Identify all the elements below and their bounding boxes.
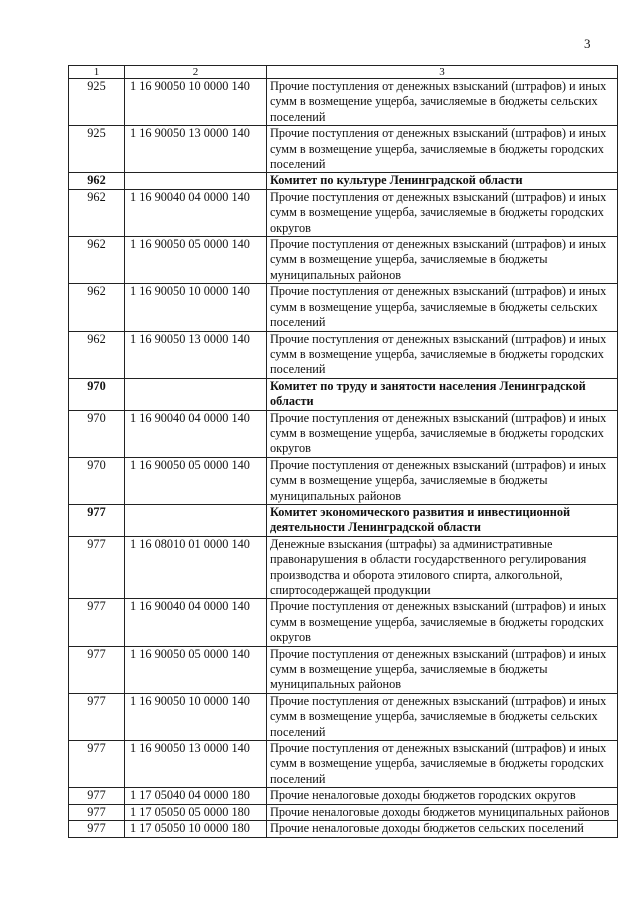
admin-code-cell: 970 xyxy=(69,410,125,457)
description-cell: Комитет экономического развития и инвестиционной деятельности Ленинградской области xyxy=(267,504,618,536)
revenue-code-cell: 1 16 90050 13 0000 140 xyxy=(125,741,267,788)
table-row xyxy=(69,536,618,599)
admin-code-cell: 970 xyxy=(69,457,125,504)
description-cell: Прочие поступления от денежных взысканий (штрафов) и иных сумм в возмещение ущерба, зачисляемые в бюджеты муниципальных районов xyxy=(267,646,618,693)
table-row xyxy=(69,457,618,504)
description-cell: Денежные взыскания (штрафы) за административные правонарушения в области государственного регулирования производства и оборота этилового спирта, алкогольной, спиртосодержащей продукции xyxy=(267,536,618,599)
table-row xyxy=(69,788,618,804)
revenue-code-cell: 1 17 05050 05 0000 180 xyxy=(125,804,267,820)
header-col-1: 1 xyxy=(69,66,125,79)
revenue-code-cell: 1 16 90040 04 0000 140 xyxy=(125,410,267,457)
revenue-code-cell: 1 17 05040 04 0000 180 xyxy=(125,788,267,804)
table-header-row xyxy=(69,66,618,79)
revenue-code-cell: 1 16 90050 05 0000 140 xyxy=(125,237,267,284)
admin-code-cell: 977 xyxy=(69,741,125,788)
revenue-code-cell: 1 16 90050 10 0000 140 xyxy=(125,693,267,740)
admin-code-cell: 962 xyxy=(69,189,125,236)
description-cell: Прочие поступления от денежных взысканий (штрафов) и иных сумм в возмещение ущерба, зачисляемые в бюджеты городских округов xyxy=(267,410,618,457)
description-cell: Прочие поступления от денежных взысканий (штрафов) и иных сумм в возмещение ущерба, зачисляемые в бюджеты городских поселений xyxy=(267,126,618,173)
description-cell: Комитет по культуре Ленинградской области xyxy=(267,173,618,189)
description-cell: Прочие поступления от денежных взысканий (штрафов) и иных сумм в возмещение ущерба, зачисляемые в бюджеты муниципальных районов xyxy=(267,457,618,504)
admin-code-cell: 977 xyxy=(69,821,125,837)
table-row xyxy=(69,284,618,331)
table-row xyxy=(69,821,618,837)
description-cell: Прочие поступления от денежных взысканий (штрафов) и иных сумм в возмещение ущерба, зачисляемые в бюджеты муниципальных районов xyxy=(267,237,618,284)
admin-code-cell: 977 xyxy=(69,504,125,536)
revenue-code-cell: 1 16 90040 04 0000 140 xyxy=(125,189,267,236)
admin-code-cell: 977 xyxy=(69,536,125,599)
header-col-3: 3 xyxy=(267,66,618,79)
admin-code-cell: 962 xyxy=(69,331,125,378)
table-row xyxy=(69,646,618,693)
table-group-row xyxy=(69,504,618,536)
admin-code-cell: 962 xyxy=(69,237,125,284)
admin-code-cell: 925 xyxy=(69,79,125,126)
revenue-code-cell: 1 16 08010 01 0000 140 xyxy=(125,536,267,599)
table-row xyxy=(69,804,618,820)
table-row xyxy=(69,237,618,284)
admin-code-cell: 977 xyxy=(69,646,125,693)
description-cell: Прочие неналоговые доходы бюджетов сельских поселений xyxy=(267,821,618,837)
revenue-code-cell xyxy=(125,173,267,189)
table-row xyxy=(69,741,618,788)
revenue-code-cell: 1 17 05050 10 0000 180 xyxy=(125,821,267,837)
revenue-code-cell: 1 16 90050 05 0000 140 xyxy=(125,457,267,504)
description-cell: Прочие неналоговые доходы бюджетов городских округов xyxy=(267,788,618,804)
revenue-code-cell: 1 16 90040 04 0000 140 xyxy=(125,599,267,646)
description-cell: Прочие поступления от денежных взысканий (штрафов) и иных сумм в возмещение ущерба, зачисляемые в бюджеты сельских поселений xyxy=(267,693,618,740)
description-cell: Комитет по труду и занятости населения Ленинградской области xyxy=(267,378,618,410)
revenue-code-cell: 1 16 90050 13 0000 140 xyxy=(125,331,267,378)
revenue-code-cell: 1 16 90050 10 0000 140 xyxy=(125,284,267,331)
description-cell: Прочие поступления от денежных взысканий (штрафов) и иных сумм в возмещение ущерба, зачисляемые в бюджеты городских округов xyxy=(267,599,618,646)
table-row xyxy=(69,331,618,378)
table-group-row xyxy=(69,378,618,410)
description-cell: Прочие неналоговые доходы бюджетов муниципальных районов xyxy=(267,804,618,820)
table-row xyxy=(69,79,618,126)
admin-code-cell: 970 xyxy=(69,378,125,410)
revenue-code-cell xyxy=(125,504,267,536)
admin-code-cell: 977 xyxy=(69,804,125,820)
revenue-code-cell: 1 16 90050 10 0000 140 xyxy=(125,79,267,126)
table-group-row xyxy=(69,173,618,189)
description-cell: Прочие поступления от денежных взысканий (штрафов) и иных сумм в возмещение ущерба, зачисляемые в бюджеты городских округов xyxy=(267,189,618,236)
revenue-code-cell xyxy=(125,378,267,410)
admin-code-cell: 925 xyxy=(69,126,125,173)
table-row xyxy=(69,126,618,173)
revenue-codes-table xyxy=(68,65,618,838)
table-body xyxy=(69,66,618,838)
revenue-code-cell: 1 16 90050 05 0000 140 xyxy=(125,646,267,693)
description-cell: Прочие поступления от денежных взысканий (штрафов) и иных сумм в возмещение ущерба, зачисляемые в бюджеты сельских поселений xyxy=(267,79,618,126)
description-cell: Прочие поступления от денежных взысканий (штрафов) и иных сумм в возмещение ущерба, зачисляемые в бюджеты городских поселений xyxy=(267,331,618,378)
description-cell: Прочие поступления от денежных взысканий (штрафов) и иных сумм в возмещение ущерба, зачисляемые в бюджеты городских поселений xyxy=(267,741,618,788)
table-row xyxy=(69,693,618,740)
admin-code-cell: 962 xyxy=(69,284,125,331)
admin-code-cell: 977 xyxy=(69,693,125,740)
table-row xyxy=(69,599,618,646)
header-col-2: 2 xyxy=(125,66,267,79)
admin-code-cell: 977 xyxy=(69,788,125,804)
admin-code-cell: 962 xyxy=(69,173,125,189)
table-row xyxy=(69,410,618,457)
description-cell: Прочие поступления от денежных взысканий (штрафов) и иных сумм в возмещение ущерба, зачисляемые в бюджеты сельских поселений xyxy=(267,284,618,331)
table-row xyxy=(69,189,618,236)
page-number: 3 xyxy=(584,36,591,51)
revenue-code-cell: 1 16 90050 13 0000 140 xyxy=(125,126,267,173)
admin-code-cell: 977 xyxy=(69,599,125,646)
